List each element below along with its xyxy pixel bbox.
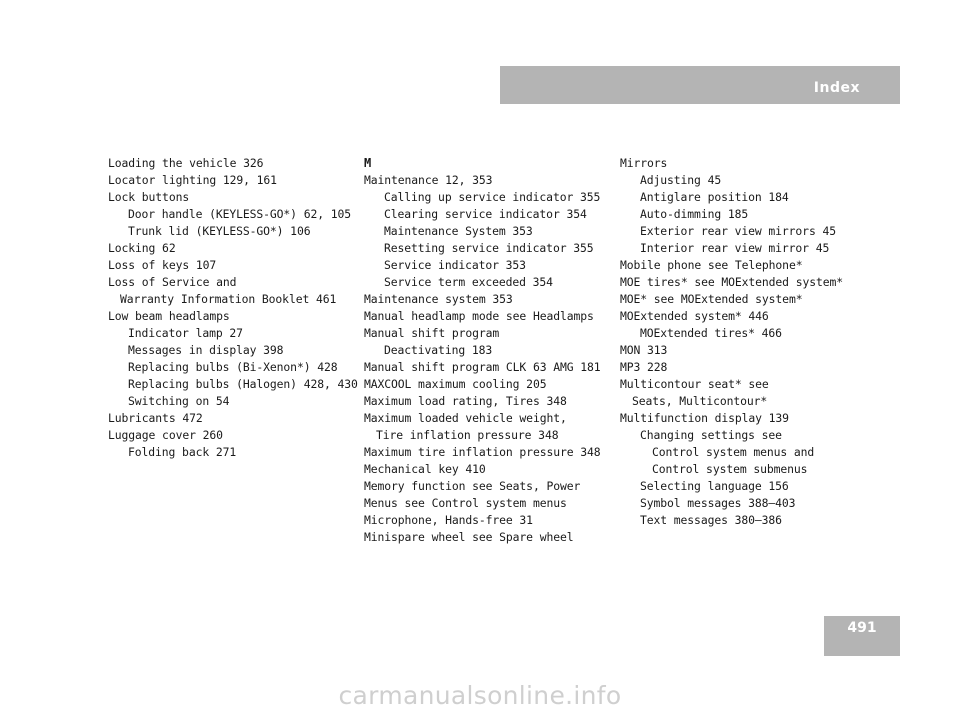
index-entry: Mechanical key 410 xyxy=(364,462,486,476)
header-bar xyxy=(500,66,900,104)
index-column-3 xyxy=(620,155,860,529)
page-title: Index xyxy=(813,80,860,96)
index-entry: Replacing bulbs (Bi-Xenon*) 428 xyxy=(128,360,338,374)
index-entry: Door handle (KEYLESS-GO*) 62, 105 xyxy=(128,207,352,221)
index-entry: Menus see Control system menus xyxy=(364,496,567,510)
index-entry: Locator lighting 129, 161 xyxy=(108,173,277,187)
index-entry: MOExtended system* 446 xyxy=(620,309,769,323)
index-entry: MOE tires* see MOExtended system* xyxy=(620,275,844,289)
index-entry: MON 313 xyxy=(620,343,668,357)
index-entry: Microphone, Hands-free 31 xyxy=(364,513,533,527)
index-entry: MP3 228 xyxy=(620,360,668,374)
index-entry: Service term exceeded 354 xyxy=(384,275,553,289)
index-entry: Maintenance System 353 xyxy=(384,224,533,238)
index-entry: Warranty Information Booklet 461 xyxy=(120,292,337,306)
index-entry: Symbol messages 388–403 xyxy=(640,496,796,510)
index-entry: Deactivating 183 xyxy=(384,343,493,357)
index-column-1 xyxy=(108,155,358,461)
index-entry: Interior rear view mirror 45 xyxy=(640,241,830,255)
index-entry: Service indicator 353 xyxy=(384,258,526,272)
index-entry: Exterior rear view mirrors 45 xyxy=(640,224,836,238)
index-entry: Lock buttons xyxy=(108,190,190,204)
index-entry: Multicontour seat* see xyxy=(620,377,769,391)
index-entry: Changing settings see xyxy=(640,428,782,442)
page-number-box xyxy=(824,616,900,656)
index-entry: Multifunction display 139 xyxy=(620,411,789,425)
index-entry: Lubricants 472 xyxy=(108,411,203,425)
index-entry: Selecting language 156 xyxy=(640,479,789,493)
index-entry: Maximum load rating, Tires 348 xyxy=(364,394,567,408)
index-entry: Auto-dimming 185 xyxy=(640,207,749,221)
index-column-2 xyxy=(364,155,614,546)
index-entry: Minispare wheel see Spare wheel xyxy=(364,530,574,544)
index-entry: Luggage cover 260 xyxy=(108,428,223,442)
index-entry: MAXCOOL maximum cooling 205 xyxy=(364,377,547,391)
index-entry: Switching on 54 xyxy=(128,394,230,408)
index-entry: Manual shift program xyxy=(364,326,500,340)
index-entry: Messages in display 398 xyxy=(128,343,284,357)
index-entry: Locking 62 xyxy=(108,241,176,255)
index-entry: Seats, Multicontour* xyxy=(632,394,768,408)
index-entry: Low beam headlamps xyxy=(108,309,230,323)
index-letter-heading: M xyxy=(364,156,372,170)
page-number: 491 xyxy=(847,620,877,636)
index-entry: Clearing service indicator 354 xyxy=(384,207,587,221)
index-entry: Text messages 380–386 xyxy=(640,513,782,527)
index-entry: Control system submenus xyxy=(652,462,808,476)
index-entry: MOExtended tires* 466 xyxy=(640,326,782,340)
index-entry: Folding back 271 xyxy=(128,445,237,459)
index-entry: Manual shift program CLK 63 AMG 181 xyxy=(364,360,601,374)
index-entry: Adjusting 45 xyxy=(640,173,722,187)
index-entry: Manual headlamp mode see Headlamps xyxy=(364,309,594,323)
index-entry: Mobile phone see Telephone* xyxy=(620,258,803,272)
index-entry: Maximum loaded vehicle weight, xyxy=(364,411,567,425)
index-entry: Antiglare position 184 xyxy=(640,190,789,204)
index-entry: Tire inflation pressure 348 xyxy=(376,428,559,442)
index-entry: Maintenance 12, 353 xyxy=(364,173,493,187)
index-entry: Calling up service indicator 355 xyxy=(384,190,601,204)
index-entry: MOE* see MOExtended system* xyxy=(620,292,803,306)
index-entry: Replacing bulbs (Halogen) 428, 430 xyxy=(128,377,358,391)
index-entry: Loss of keys 107 xyxy=(108,258,217,272)
index-entry: Trunk lid (KEYLESS-GO*) 106 xyxy=(128,224,311,238)
index-entry: Mirrors xyxy=(620,156,668,170)
index-entry: Maximum tire inflation pressure 348 xyxy=(364,445,601,459)
index-entry: Control system menus and xyxy=(652,445,815,459)
index-entry: Memory function see Seats, Power xyxy=(364,479,581,493)
index-entry: Loading the vehicle 326 xyxy=(108,156,264,170)
watermark: carmanualsonline.info xyxy=(338,681,622,710)
index-entry: Resetting service indicator 355 xyxy=(384,241,594,255)
index-entry: Maintenance system 353 xyxy=(364,292,513,306)
index-entry: Loss of Service and xyxy=(108,275,237,289)
index-entry: Indicator lamp 27 xyxy=(128,326,243,340)
